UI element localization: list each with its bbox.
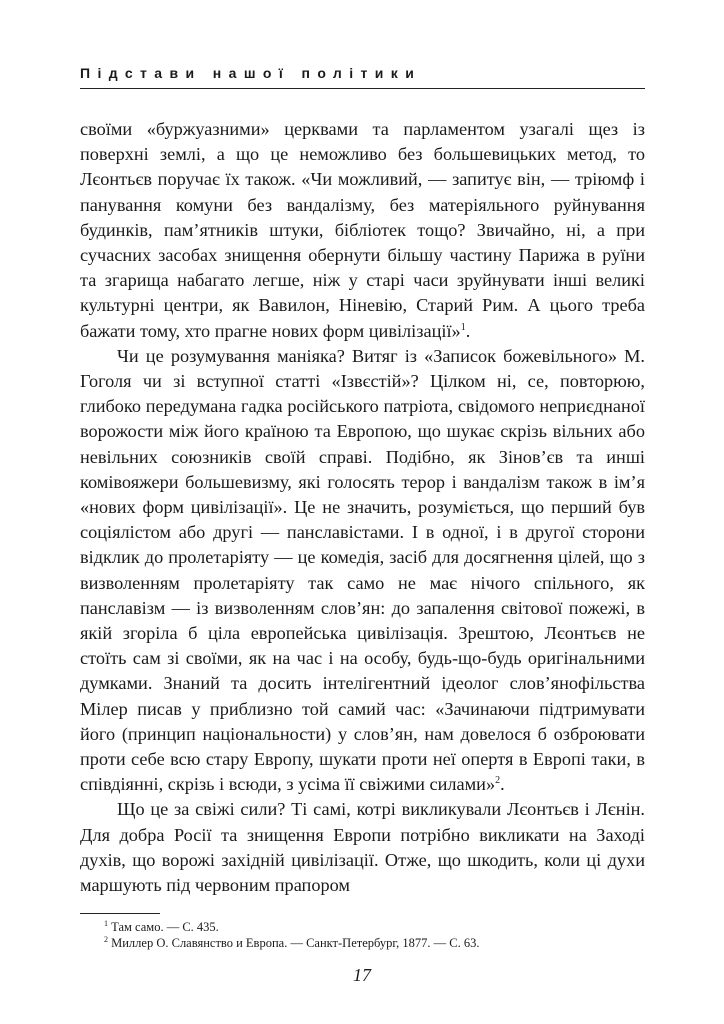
footnote-2 — [104, 936, 644, 952]
footnote-ref-1[interactable]: 1 — [460, 321, 466, 333]
footnote-rule — [80, 913, 160, 914]
footnote-2-number: 2 — [104, 934, 108, 944]
footnote-1-number: 1 — [104, 918, 108, 928]
running-header: Підстави нашої політики — [80, 65, 422, 81]
paragraph-1-end: . — [465, 320, 471, 341]
paragraph-2-text: Чи це розумування маніяка? Витяг із «Записок божевільного» М. Гоголя чи зі вступної статті «Ізвєстій»? Цілком ні, се, повторюю, глибоко передумана гадка російського патріота, свідомого неприєднаної ворожости між його країною та Европою, що шукає скрізь вільних або невільних союзників своїй справі. Подібно, як Зінов’єв та инші комівояжери большевизму, які голосять терор і вандалізм також в ім’я «нових форм цивілізації». Це не значить, розуміється, що перший був соціялістом або другі — панславістами. І в одної, і в другої сторони відклик до пролетаріяту — це комедія, засіб для досягнення цілей, що з визволенням пролетаріяту так само не має нічого спільного, як панславізм — із визволенням слов’ян: до запалення світової пожежі, в якій згоріла б ціла европейська цивілізація. Зрештою, Лєонтьєв не стоїть сам зі своїми, як на час і на особу, будь-що-будь оригінальними думками. Знаний та досить інтелігентний ідеолог слов’янофільства Мілер писав у приблизно той самий час: «Зачинаючи підтримувати його (принцип національности) у слов’ян, нам довелося б озброювати проти себе всю стару Европу, шукати проти неї опертя в Европі таки, в співдіянні, скрізь і всюди, з усіма її свіжими силами» — [80, 345, 645, 795]
header-rule — [80, 88, 645, 89]
footnote-ref-2[interactable]: 2 — [495, 775, 501, 787]
paragraph-2 — [80, 344, 645, 798]
footnote-1 — [104, 920, 644, 936]
paragraph-1-text: своїми «буржуазними» церквами та парламентом узагалі щез із поверхні землі, а що це неможливо без большевицьких метод, то Лєонтьєв поручає їх також. «Чи можливий, — запитує він, — тріюмф і панування комуни без вандалізму, без матеріяльного руйнування будинків, пам’ятників штуки, бібліотек тощо? Звичайно, ні, а при сучасних засобах знищення обернути більшу частину Парижа в руїни та згарища набагато легше, ніж у старі часи зруйнувати інші великі культурні центри, як Вавилон, Ніневію, Старий Рим. А цього треба бажати тому, хто прагне нових форм цивілізації» — [80, 119, 645, 341]
paragraph-2-end: . — [500, 774, 505, 795]
main-text — [80, 117, 645, 898]
paragraph-3: Що це за свіжі сили? Ті самі, котрі викликували Лєонтьєв і Лєнін. Для добра Росії та знищення Европи потрібно викликати на Заході духів, що ворожі західній цивілізації. Отже, що шкодить, коли ці духи маршують під червоним прапором — [80, 799, 645, 896]
footnote-2-text: Миллер О. Славянство и Европа. — Санкт-Петербург, 1877. — С. 63. — [111, 935, 480, 950]
footnote-1-text: Там само. — С. 435. — [111, 920, 219, 934]
page-number: 17 — [353, 965, 371, 985]
footnotes — [104, 920, 644, 951]
paragraph-1 — [80, 117, 645, 344]
